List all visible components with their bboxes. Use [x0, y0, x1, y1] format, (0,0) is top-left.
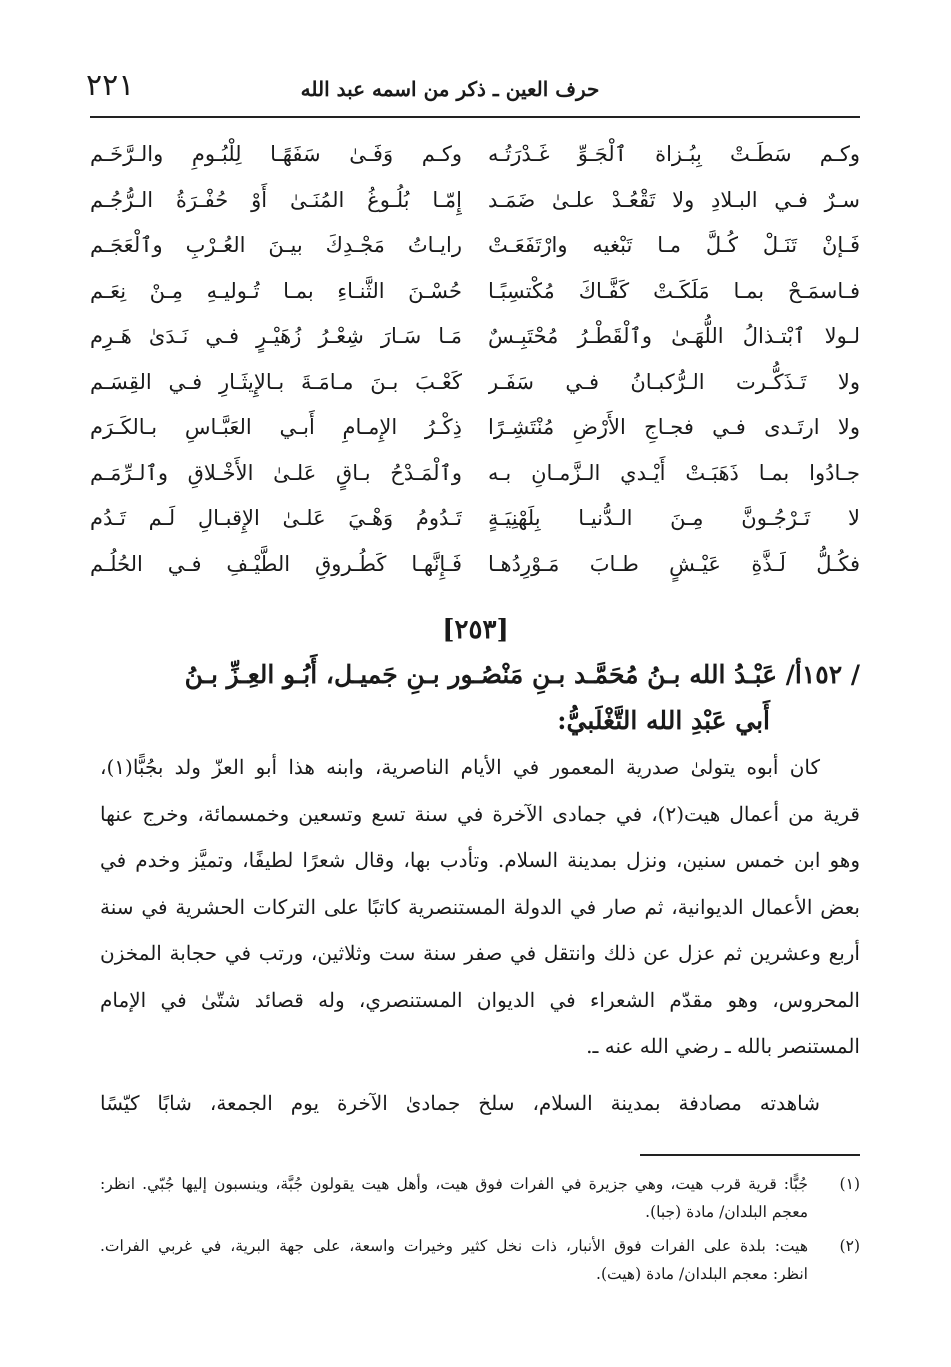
body-line: وهو ابن خمس سنين، ونزل بمدينة السلام. وتأدب بها، وقال شعرًا لطيفًا، وتميَّز وخدم في	[100, 848, 860, 872]
verse-hemistich: ذِكْـرُ الإِمـامِ أَبـي العَبَّـاسِ بـالكَـرَم	[90, 415, 462, 439]
body-line: كان أبوه يتولىٰ صدرية المعمور في الأيام الناصرية، وابنه هذا أبو العزّ ولد بجُبًّا(١)،	[100, 755, 820, 779]
body-line: المستنصر بالله ـ رضي الله عنه ـ.	[586, 1034, 860, 1058]
poem-left-column	[90, 132, 462, 587]
entry-heading-line: أَبي عَبْدِ الله التَّغْلَبيُّ:	[557, 706, 770, 735]
body-paragraph	[100, 744, 860, 1070]
poem	[90, 132, 860, 592]
verse-hemistich: مَـا سَـارَ شِعْـرُ زُهَيْـرٍ فـي نَـدَىٰ هَـرِم	[90, 324, 462, 348]
verse-hemistich: كَعْـبَ بـنَ مـامَـةَ بـالإِيثَـارِ فـي القِسَـم	[90, 369, 462, 394]
footnote-line: جُبًّا: قرية قرب هيت، وهي جزيرة في الفرات فوق هيت، وأهل هيت يقولون جُبَّة، وينسبون إليها جُبّي. انظر:	[100, 1175, 808, 1193]
entry-heading-line	[100, 652, 860, 698]
entry-heading	[100, 652, 860, 744]
verse-hemistich: فَـإنْ تَنَـلْ كُـلَّ مـا تَبْغيه وارْتَفَعَـتْ	[488, 233, 860, 257]
footnote-rule	[640, 1154, 860, 1156]
footnote-number: (٢)	[839, 1237, 860, 1255]
verse-hemistich: فـاسمَـحْ بمـا مَلَكَـتْ كَفَّـاكَ مُكْتسِبًـا	[488, 278, 860, 303]
page-number: ٢٢١	[86, 68, 135, 103]
footnote-number: (١)	[839, 1175, 860, 1193]
verse-hemistich: جـادُوا بمـا ذَهَبَـتْ أَيْـدي الـزَّمـانِ بـه	[488, 460, 860, 485]
verse-hemistich: ولا ارتَـدى فـي فجـاجِ الأَرْضِ مُنْتَشِـرًا	[488, 415, 860, 439]
body-line: المحروس، وهو مقدّم الشعراء في الديوان المستنصري، وله قصائد شتّىٰ في الإمام	[100, 987, 860, 1012]
verse-hemistich: فَـإِنَّهـا كَطُـروقِ الطَّيْـفِ فـي الحُلُـم	[90, 551, 462, 576]
footnote-line: معجم البلدان/ مادة (جبا).	[645, 1203, 808, 1221]
entry-heading-text: عَبْـدُ الله بـنُ مُحَمَّـد بـنِ مَنْصُـور بـنِ جَميـل، أَبُـو العِـزِّ بـنُ	[184, 660, 778, 689]
body-line: بعض الأعمال الديوانية، ثم صار في الدولة المستنصرية كاتبًا على التركات الحشرية في سنة	[100, 894, 860, 919]
body-line: أربع وعشرين ثم عزل عن ذلك وانتقل في صفر سنة ست وثلاثين، ورتب في حجابة المخزن	[100, 941, 860, 965]
folio-marker: / ١٥٢أ/	[785, 660, 860, 689]
entry-number: [٢٥٣]	[442, 615, 509, 645]
footnotes	[100, 1170, 860, 1294]
verse-hemistich: فكُـلُّ لَـذَّةِ عَيْـشٍ طـابَ مَـوْرِدُهـا	[488, 551, 860, 576]
verse-hemistich: سـرٌ فـي البـلادِ ولا تَقْعُـدْ علـىٰ ضَمَـد	[488, 187, 860, 212]
verse-hemistich: لـولا ٱبْتـذالُ اللُّهَـىٰ وٱلْقَطْـرُ مُحْتَبِـسٌ	[488, 324, 860, 348]
header-rule	[90, 116, 860, 118]
verse-hemistich: ولا تَـذَكُّـرت الـرُّكبـانُ فـي سَفَـر	[488, 369, 860, 394]
verse-hemistich: وٱلْمَـدْحُ بـاقٍ عَلـىٰ الأَخْـلاقِ وٱلـرِّمَـم	[90, 460, 462, 485]
verse-hemistich: تَـدُومُ وَهْـيَ عَلـىٰ الإِقبـالِ لَـم تَـدُم	[90, 506, 462, 530]
verse-hemistich: إِمّـا بُلُـوغُ المُنَـىٰ أَوْ حُفْـرَةُ الـرُّجُـم	[90, 187, 462, 212]
verse-hemistich: رايـاتُ مَجْـدِكَ بيـنَ العُـرْبِ وٱلْعَجَـم	[90, 233, 462, 257]
verse-hemistich: وكـم سَطَـتْ بِبُـزاة ٱلْجَـوِّ غَـدْرَتُـه	[488, 142, 860, 166]
body-line: شاهدته مصادفة بمدينة السلام، سلخ جمادىٰ الآخرة يوم الجمعة، شابًا كيّسًا	[100, 1091, 820, 1115]
footnote	[100, 1170, 860, 1226]
body-line: قرية من أعمال هيت(٢)، في جمادى الآخرة في سنة تسع وتسعين وخمسمائة، وخرج عنها	[100, 801, 860, 826]
footnote-line: هيت: بلدة على الفرات فوق الأنبار، ذات نخل كثير وخيرات واسعة، على جهة البرية، في غربي الفرات.	[100, 1237, 808, 1255]
verse-hemistich: لا تَـرْجُـونَّ مِـنَ الـدُّنيـا بِلَهْنِيَـةٍ	[488, 506, 860, 530]
running-title: حرف العين ـ ذكر من اسمه عبد الله	[300, 77, 600, 101]
body-paragraph	[100, 1080, 860, 1127]
footnote-line: انظر: معجم البلدان/ مادة (هيت).	[596, 1265, 808, 1283]
poem-right-column	[488, 132, 860, 587]
verse-hemistich: وكـم وَفَـىٰ سَفَهًـا لِلْبُـومِ والـرَّخَـم	[90, 142, 462, 166]
footnote	[100, 1232, 860, 1288]
verse-hemistich: حُسْـنَ الثَّنـاءِ بمـا تُـوليـهِ مِـنْ نِعَـم	[90, 278, 462, 303]
